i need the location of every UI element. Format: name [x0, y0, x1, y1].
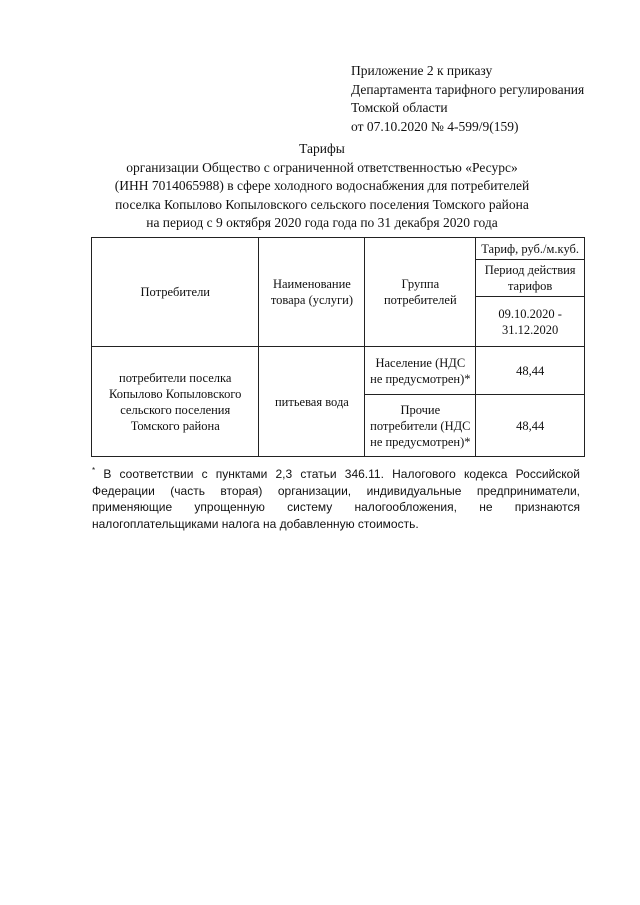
header-period-label: Период действия тарифов	[476, 260, 585, 297]
header-tariff: Тариф, руб./м.куб.	[476, 238, 585, 260]
table-row	[92, 347, 585, 395]
title-line: организации Общество с ограниченной ответственностью «Ресурс»	[126, 159, 518, 175]
tariff-table	[91, 237, 585, 457]
appendix-line: Приложение 2 к приказу	[351, 63, 493, 78]
footnote	[92, 463, 580, 532]
header-consumers: Потребители	[92, 238, 259, 347]
header-period-value: 09.10.2020 - 31.12.2020	[476, 297, 585, 347]
appendix-line: Томской области	[351, 100, 448, 115]
header-product: Наименование товара (услуги)	[259, 238, 365, 347]
header-group: Группа потребителей	[365, 238, 476, 347]
document-title	[60, 140, 584, 233]
cell-tariff: 48,44	[476, 395, 585, 457]
appendix-order-number: от 07.10.2020 № 4-599/9(159)	[351, 118, 519, 134]
cell-group: Население (НДС не предусмотрен)*	[365, 347, 476, 395]
cell-product: питьевая вода	[259, 347, 365, 457]
title-period: на период с 9 октября 2020 года года по 31 декабря 2020 года	[146, 215, 498, 230]
appendix-reference	[351, 62, 584, 136]
cell-tariff: 48,44	[476, 347, 585, 395]
cell-group: Прочие потребители (НДС не предусмотрен)*	[365, 395, 476, 457]
title-line: (ИНН 7014065988) в сфере холодного водоснабжения для потребителей	[114, 178, 530, 193]
title-heading: Тарифы	[299, 141, 345, 156]
footnote-marker: *	[92, 466, 96, 475]
title-line: поселка Копылово Копыловского сельского поселения Томского района	[115, 196, 529, 212]
footnote-text: В соответствии с пунктами 2,3 статьи 346.11. Налогового кодекса Российской Федерации (часть вторая) организации, индивидуальные предприниматели, применяющие упрощенную систему налогообложения, не признаются налогоплательщиками налога на добавленную стоимость.	[92, 467, 580, 531]
cell-consumer: потребители поселка Копылово Копыловского сельского поселения Томского района	[92, 347, 259, 457]
appendix-line: Департамента тарифного регулирования	[351, 81, 585, 97]
